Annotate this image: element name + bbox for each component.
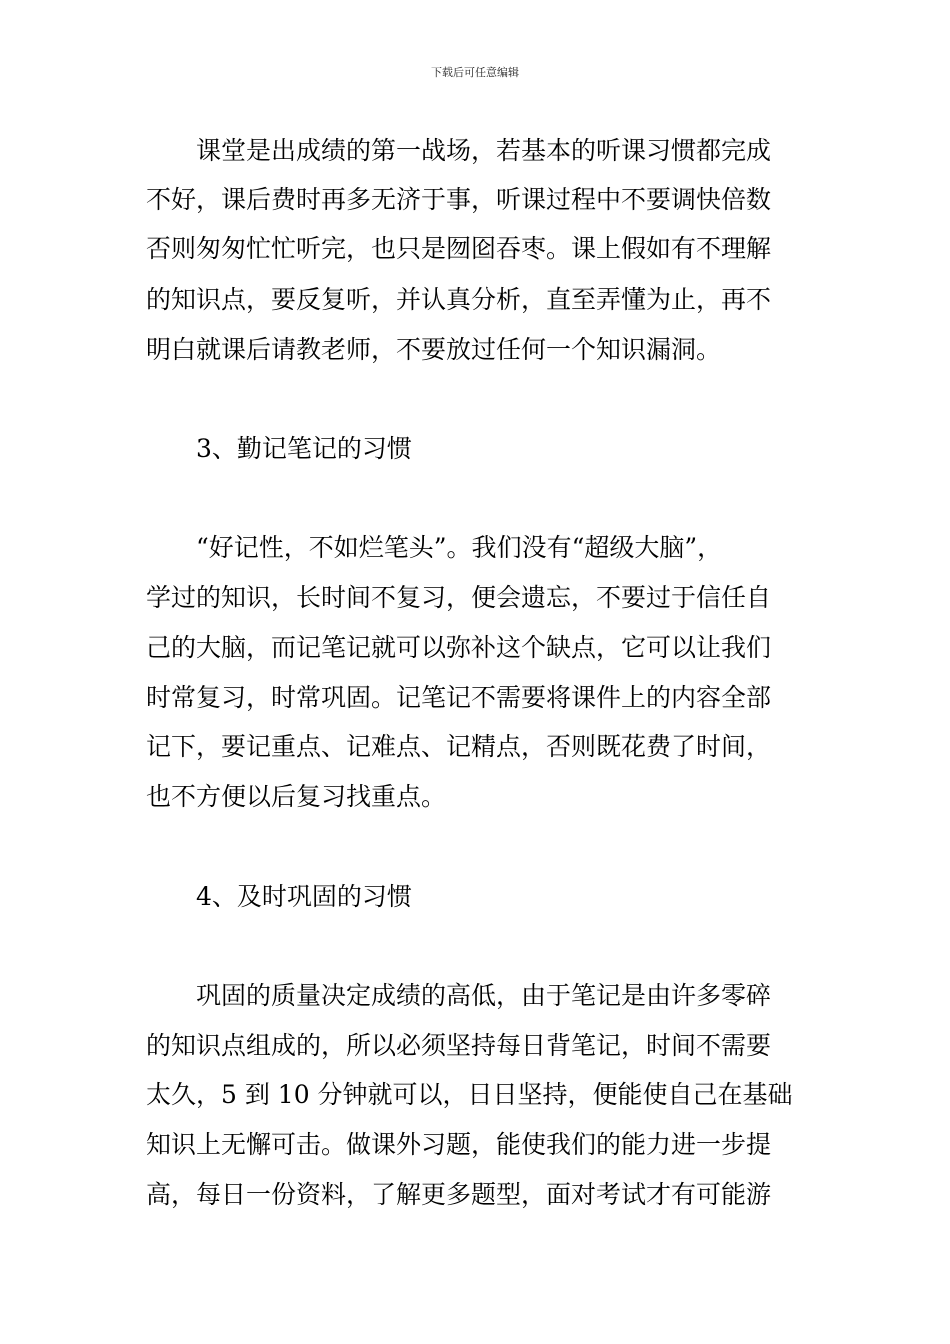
paragraph-1-line-4: 的知识点，要反复听，并认真分析，直至弄懂为止，再不 (146, 285, 772, 314)
paragraph-3-line-4: 知识上无懈可击。做课外习题，能使我们的能力进一步提 (146, 1130, 772, 1159)
paragraph-3-line-5: 高，每日一份资料，了解更多题型，面对考试才有可能游 (146, 1180, 772, 1209)
paragraph-2-line-2: 学过的知识，长时间不复习，便会遗忘，不要过于信任自 (146, 583, 772, 612)
paragraph-2-line-6: 也不方便以后复习找重点。 (146, 782, 447, 811)
paragraph-2-line-1: “好记性，不如烂笔头”。我们没有“超级大脑”， (196, 533, 723, 562)
section-heading-4: 4、及时巩固的习惯 (196, 882, 412, 911)
paragraph-1-line-2: 不好，课后费时再多无济于事，听课过程中不要调快倍数 (146, 185, 772, 214)
paragraph-1-line-3: 否则匆匆忙忙听完，也只是囫囵吞枣。课上假如有不理解 (146, 234, 772, 263)
paragraph-1-line-5: 明白就课后请教老师，不要放过任何一个知识漏洞。 (146, 335, 722, 364)
section-heading-3: 3、勤记笔记的习惯 (196, 434, 412, 463)
paragraph-3-line-3: 太久，5 到 10 分钟就可以，日日坚持，便能使自己在基础 (146, 1080, 793, 1109)
paragraph-1-line-1: 课堂是出成绩的第一战场，若基本的听课习惯都完成 (196, 136, 772, 165)
paragraph-3-line-2: 的知识点组成的，所以必须坚持每日背笔记，时间不需要 (146, 1031, 772, 1060)
paragraph-3-line-1: 巩固的质量决定成绩的高低，由于笔记是由许多零碎 (196, 981, 772, 1010)
paragraph-2-line-3: 己的大脑，而记笔记就可以弥补这个缺点，它可以让我们 (146, 633, 772, 662)
header-note: 下载后可任意编辑 (431, 66, 519, 79)
paragraph-2-line-5: 记下，要记重点、记难点、记精点，否则既花费了时间， (146, 732, 772, 761)
paragraph-2-line-4: 时常复习，时常巩固。记笔记不需要将课件上的内容全部 (146, 683, 772, 712)
